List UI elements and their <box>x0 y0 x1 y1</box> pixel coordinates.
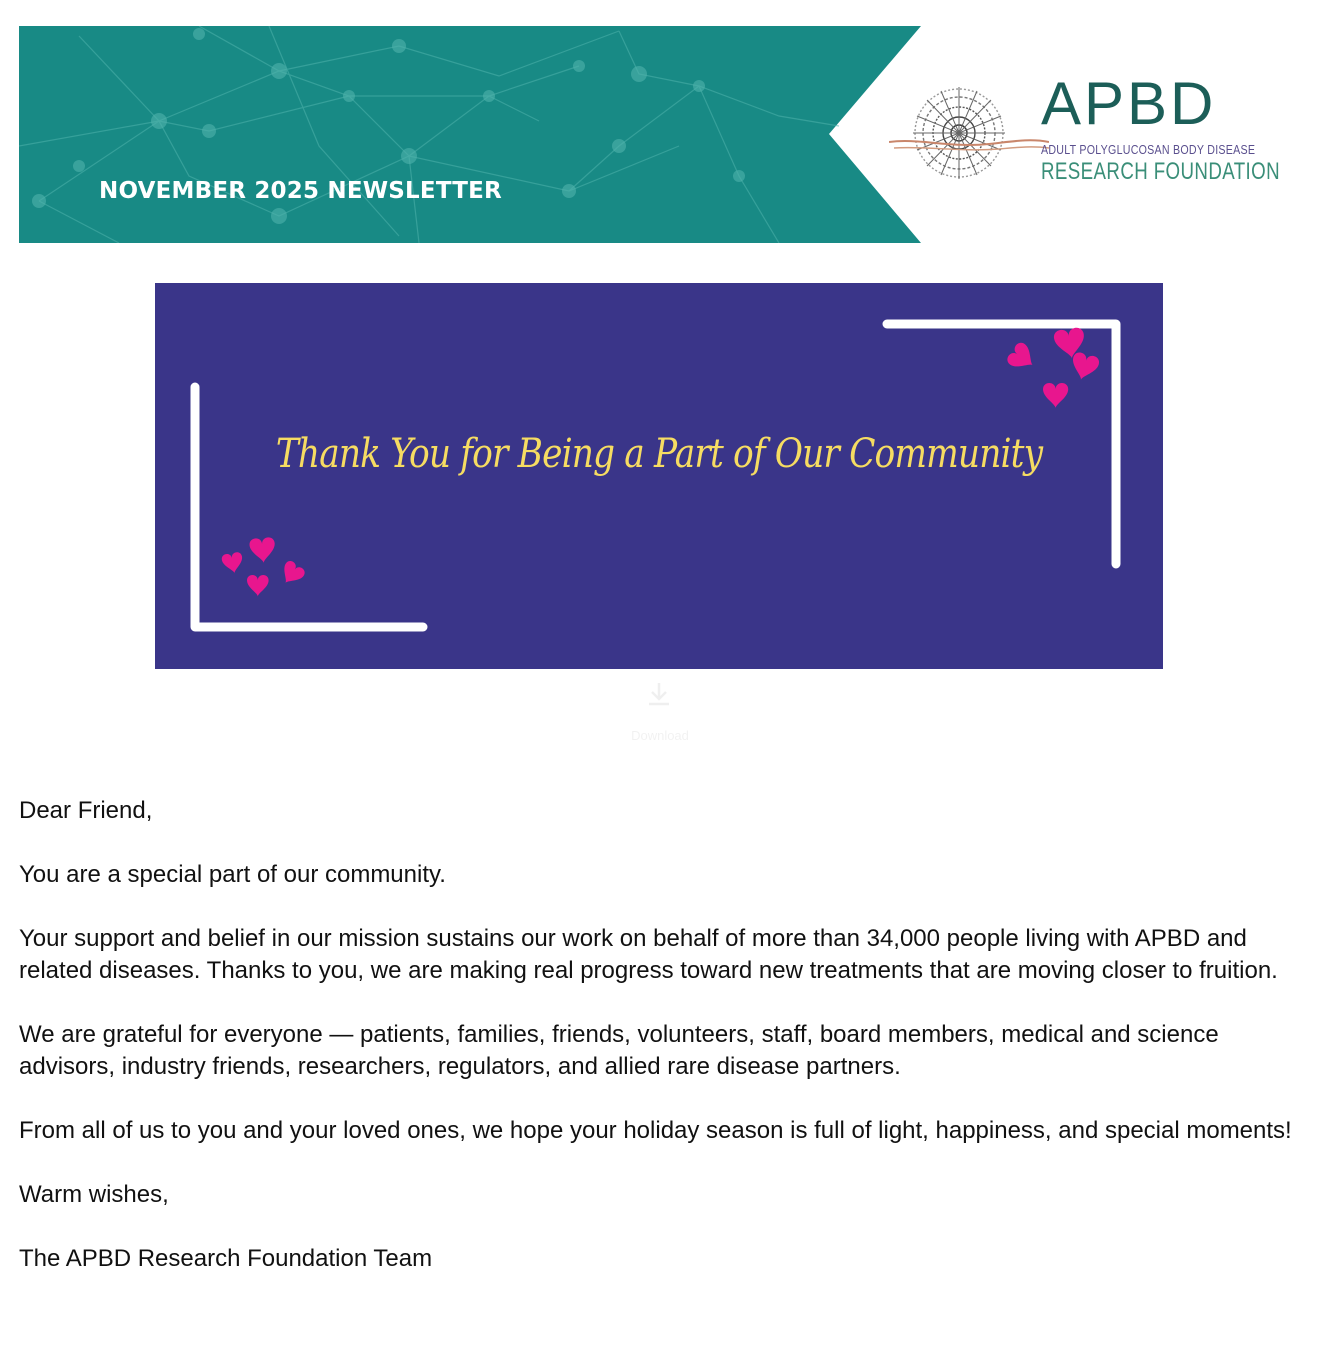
letter-signature: The APBD Research Foundation Team <box>19 1245 433 1272</box>
letter-paragraph-3: We are grateful for everyone — patients, families, friends, volunteers, staff, board members, medical and science advisors, industry friends, researchers, regulators, and allied rare disease partners. <box>19 1021 1219 1080</box>
banner-background <box>19 26 921 243</box>
hero-headline: Thank You for Being a Part of Our Community <box>275 431 1043 477</box>
letter-paragraph-1: You are a special part of our community. <box>19 861 446 888</box>
download-label[interactable]: Download <box>631 728 689 743</box>
letter-closing: Warm wishes, <box>19 1181 169 1208</box>
download-icon[interactable] <box>645 680 673 708</box>
logo-subtitle-foundation: RESEARCH FOUNDATION <box>1041 158 1280 185</box>
hearts-top-right-icon <box>1005 327 1101 408</box>
letter-body <box>19 795 1309 1307</box>
letter-greeting: Dear Friend, <box>19 797 153 824</box>
newsletter-title: NOVEMBER 2025 NEWSLETTER <box>99 178 502 204</box>
polyglucosan-body-icon <box>889 78 1049 188</box>
hero-image <box>155 283 1163 669</box>
logo-title: APBD <box>1041 70 1217 137</box>
letter-paragraph-2: Your support and belief in our mission sustains our work on behalf of more than 34,000 people living with APBD and related diseases. Thanks to you, we are making real progress toward new treatments that are moving closer to fruition. <box>19 925 1278 984</box>
letter-paragraph-4: From all of us to you and your loved ones, we hope your holiday season is full of light, happiness, and special moments! <box>19 1117 1292 1144</box>
corner-bracket-bottom-left <box>195 387 423 627</box>
logo-subtitle-disease: ADULT POLYGLUCOSAN BODY DISEASE <box>1041 142 1256 157</box>
newsletter-header <box>19 26 1301 243</box>
hearts-bottom-left-icon <box>221 537 307 597</box>
apbd-logo[interactable] <box>889 70 1289 188</box>
